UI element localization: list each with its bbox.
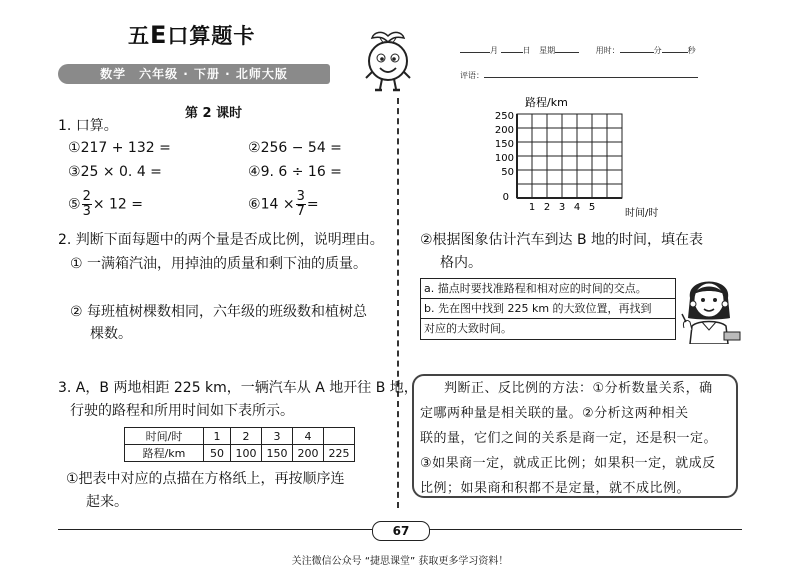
y-tick-label: 250 — [495, 111, 514, 122]
table-row: 时间/时 1 2 3 4 — [125, 428, 355, 445]
fraction: $\frac{2}{3}$ — [82, 189, 91, 219]
footer-rule-right — [428, 529, 742, 530]
y-tick-label: 100 — [495, 153, 514, 164]
date-row: 月 日 星期 用时： 分 秒 — [460, 44, 696, 56]
q1-item-4: ④9. 6 ÷ 16 = — [248, 164, 342, 180]
y-tick-label: 200 — [495, 125, 514, 136]
y-tick-label: 50 — [501, 167, 514, 178]
x-tick-label: 2 — [543, 202, 551, 213]
fruit-mascot-icon — [360, 28, 416, 92]
q1-item-1: ①217 + 132 = — [68, 140, 171, 156]
q2-item-1: ① 一满箱汽油，用掉油的质量和剩下油的质量。 — [70, 256, 367, 272]
footer-notice: 关注微信公众号 “捷思课堂” 获取更多学习资料！ — [291, 556, 509, 567]
x-tick-label: 4 — [573, 202, 581, 213]
subject-banner: 数学 六年级 · 下册 · 北师大版 — [58, 64, 330, 84]
q1-item-2: ②256 − 54 = — [248, 140, 342, 156]
student-girl-icon — [676, 268, 742, 344]
page-number: 67 — [372, 521, 430, 541]
x-tick-label: 1 — [528, 202, 536, 213]
hint-line-a: a. 描点时要找准路程和相对应的时间的交点。 — [421, 279, 675, 299]
hint-line-b: b. 先在图中找到 225 km 的大致位置，再找到 — [421, 299, 675, 319]
hint-line-c: 对应的大致时间。 — [424, 322, 512, 335]
q1-item-6: ⑥14 × $\frac{3}{7}$ = — [248, 189, 319, 219]
x-tick-label: 5 — [588, 202, 596, 213]
q3-sub1-line-2: 起来。 — [86, 494, 128, 510]
q2-item-2-line-2: 棵数。 — [90, 326, 132, 342]
q3-sub1-line-1: ①把表中对应的点描在方格纸上，再按顺序连 — [66, 471, 345, 487]
x-axis-label: 时间/时 — [625, 208, 659, 219]
q1-item-3: ③25 × 0. 4 = — [68, 164, 162, 180]
column-divider — [397, 98, 399, 508]
q1-label: 1. 口算。 — [58, 118, 118, 134]
grid-graph — [495, 92, 675, 222]
table-row: 路程/km 50 100 150 200 225 — [125, 445, 355, 462]
lesson-title: 第 2 课时 — [185, 106, 243, 121]
x-tick-label: 3 — [558, 202, 566, 213]
method-line: 联的量，它们之间的关系是商一定，还是积一定。 — [420, 431, 718, 446]
method-line: 比例；如果商和积都不是定量，就不成比例。 — [420, 481, 691, 496]
q2-item-2-line-1: ② 每班植树棵数相同，六年级的班级数和植树总 — [70, 304, 367, 320]
q2-label: 2. 判断下面每题中的两个量是否成比例，说明理由。 — [58, 232, 384, 248]
hint-box — [420, 278, 676, 340]
fraction: $\frac{3}{7}$ — [296, 189, 305, 219]
q3-sub2-line-2: 格内。 — [440, 255, 482, 271]
q3-line-1: 3. A，B 两地相距 225 km，一辆汽车从 A 地开往 B 地， — [58, 380, 418, 396]
method-line: 判断正、反比例的方法：①分析数量关系，确 — [444, 381, 713, 396]
method-line: ③如果商一定，就成正比例；如果积一定，就成反 — [420, 456, 716, 471]
method-box — [412, 374, 738, 498]
q1-item-5: ⑤ $\frac{2}{3}$ × 12 = — [68, 189, 144, 219]
method-line: 定哪两种量是相关联的量。②分析这两种相关 — [420, 406, 689, 421]
footer-rule-left — [58, 529, 372, 530]
y-tick-label: 150 — [495, 139, 514, 150]
y-axis-label: 路程/km — [525, 96, 568, 109]
q3-sub2-line-1: ②根据图象估计汽车到达 B 地的时间，填在表 — [420, 232, 704, 248]
y-tick-label: 0 — [502, 192, 509, 203]
card-title: 五E口算题卡 — [128, 21, 256, 49]
comment-row: 评语： — [460, 69, 698, 81]
q3-line-2: 行驶的路程和所用时间如下表所示。 — [70, 403, 294, 419]
time-distance-table — [124, 427, 355, 462]
